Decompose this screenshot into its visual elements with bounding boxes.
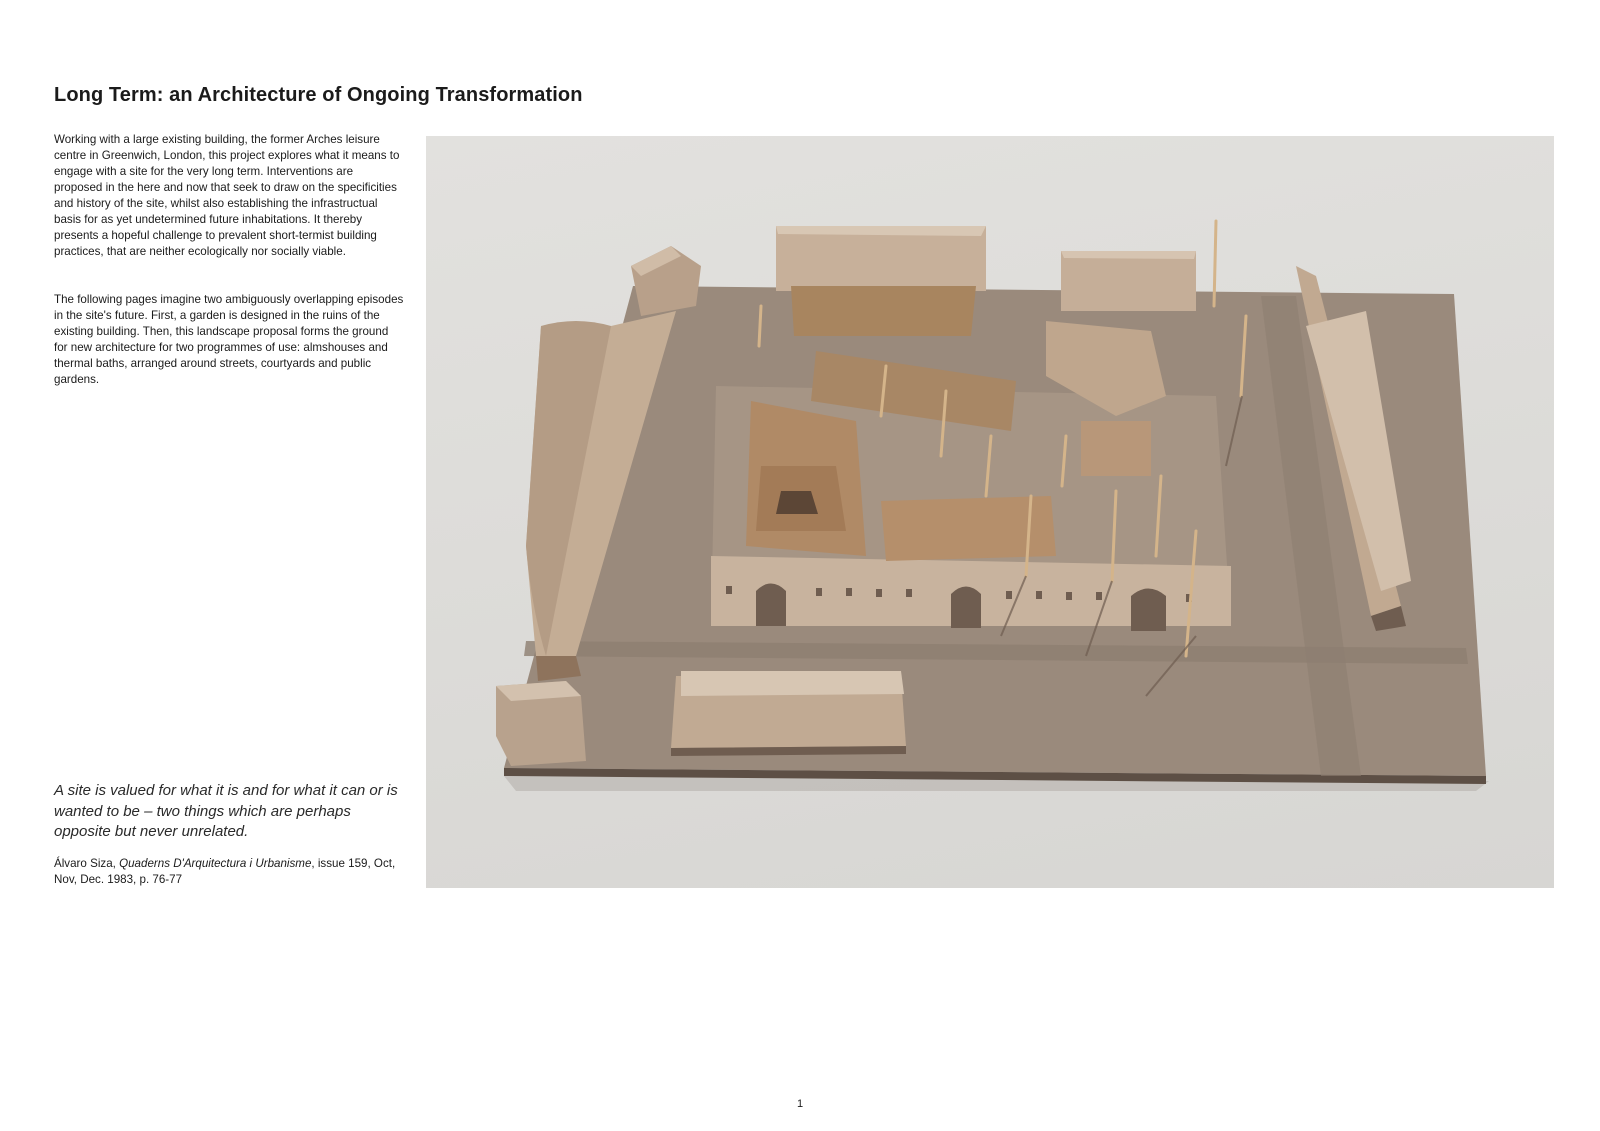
citation-details: , issue 159, Oct, Nov, Dec. 1983, p. 76-77 <box>54 857 396 886</box>
site-model-illustration <box>426 136 1554 888</box>
intro-paragraph: Working with a large existing building, the former Arches leisure centre in Greenwich, London, this project explores what it means to engage with a site for the very long term. Interventions are proposed in the here and now that seek to draw on the specificities and history of the site, whilst also establishing the infrastructual basis for as yet undetermined future inhabitations. It thereby presents a hopeful challenge to prevalent short-termist building practices, that are neither ecologically nor socially viable. <box>54 133 400 258</box>
front-long-roof <box>681 671 904 696</box>
courtyard-void <box>776 491 818 514</box>
citation-publication: Quaderns D'Arquitectura i Urbanisme <box>119 857 312 870</box>
back-right-block <box>1061 251 1196 311</box>
page-title: Long Term: an Architecture of Ongoing Transformation <box>54 84 583 106</box>
back-right-top <box>1061 251 1196 259</box>
small-tower <box>1081 421 1151 476</box>
quote-citation <box>54 856 404 888</box>
episodes-paragraph: The following pages imagine two ambiguously overlapping episodes in the site's future. First, a garden is designed in the ruins of the existing building. Then, this landscape proposal forms the ground for new architecture for two programmes of use: almshouses and thermal baths, arranged around streets, courtyards and public gardens. <box>54 293 404 386</box>
page-number: 1 <box>796 1098 804 1110</box>
back-block <box>776 226 986 291</box>
back-block-courtyard <box>791 286 976 336</box>
pull-quote: A site is valued for what it is and for what it can or is wanted to be – two things which are perhaps opposite but never unrelated. <box>54 782 398 841</box>
citation-author: Álvaro Siza, <box>54 857 120 870</box>
site-model-photograph <box>426 136 1554 888</box>
